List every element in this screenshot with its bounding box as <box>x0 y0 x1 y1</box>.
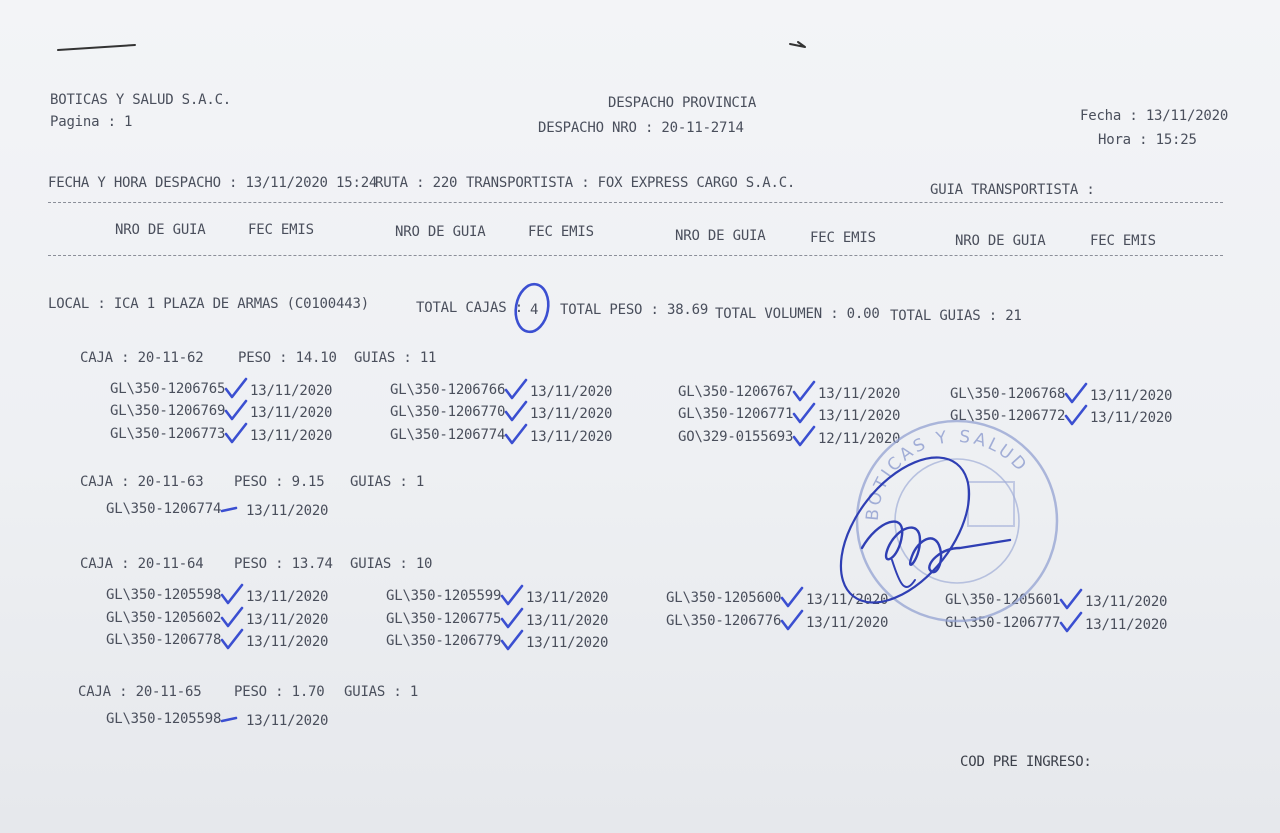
box-id: CAJA : 20-11-65 <box>78 684 202 700</box>
guide-number: GL\350-1205602 <box>106 610 222 626</box>
check-mark-icon <box>502 631 522 649</box>
guide-emission-date: 13/11/2020 <box>1090 388 1173 404</box>
guide-number: GL\350-1206766 <box>390 382 506 398</box>
guide-number: GL\350-1206767 <box>678 384 794 400</box>
total-weight: TOTAL PESO : 38.69 <box>560 302 709 318</box>
guide-emission-date: 13/11/2020 <box>246 713 329 729</box>
guide-number: GL\350-1206768 <box>950 386 1066 402</box>
col-header-date-1: FEC EMIS <box>248 222 314 238</box>
guide-emission-date: 12/11/2020 <box>818 431 901 447</box>
cod-pre-ingreso-label: COD PRE INGRESO: <box>960 754 1092 770</box>
col-header-date-3: FEC EMIS <box>810 230 876 246</box>
guide-number: GL\350-1206775 <box>386 611 502 627</box>
guide-number: GL\350-1206774 <box>390 427 506 443</box>
guide-emission-date: 13/11/2020 <box>530 384 613 400</box>
guide-emission-date: 13/11/2020 <box>1090 410 1173 426</box>
total-volume: TOTAL VOLUMEN : 0.00 <box>715 306 880 322</box>
box-weight: PESO : 9.15 <box>234 474 325 490</box>
guide-number: GL\350-1205598 <box>106 587 222 603</box>
guide-emission-date: 13/11/2020 <box>526 635 609 651</box>
guide-number: GL\350-1206779 <box>386 633 502 649</box>
total-boxes-value: 4 <box>530 302 539 318</box>
page-number: Pagina : 1 <box>50 114 133 130</box>
box-guide-count: GUIAS : 1 <box>350 474 425 490</box>
check-mark-icon <box>222 585 242 603</box>
total-boxes-label: TOTAL CAJAS : <box>416 300 523 316</box>
guide-emission-date: 13/11/2020 <box>246 503 329 519</box>
box-weight: PESO : 14.10 <box>238 350 337 366</box>
check-mark-icon <box>226 424 246 442</box>
guide-emission-date: 13/11/2020 <box>246 634 329 650</box>
check-mark-icon <box>222 718 236 721</box>
guide-emission-date: 13/11/2020 <box>806 615 889 631</box>
check-mark-icon <box>502 609 522 627</box>
guide-number: GL\350-1206773 <box>110 426 226 442</box>
guide-emission-date: 13/11/2020 <box>250 428 333 444</box>
check-mark-icon <box>222 608 242 626</box>
header-date: Fecha : 13/11/2020 <box>1080 108 1229 124</box>
guide-number: GL\350-1206778 <box>106 632 222 648</box>
guide-emission-date: 13/11/2020 <box>530 429 613 445</box>
check-mark-icon <box>794 427 814 445</box>
guide-emission-date: 13/11/2020 <box>1085 617 1168 633</box>
check-mark-icon <box>226 401 246 419</box>
guide-number: GL\350-1205598 <box>106 711 222 727</box>
guide-number: GL\350-1206765 <box>110 381 226 397</box>
check-mark-icon <box>222 508 236 511</box>
check-mark-icon <box>782 611 802 629</box>
dispatch-route: RUTA : 220 <box>375 175 458 191</box>
col-header-date-2: FEC EMIS <box>528 224 594 240</box>
col-header-date-4: FEC EMIS <box>1090 233 1156 249</box>
check-mark-icon <box>782 588 802 606</box>
local-name: LOCAL : ICA 1 PLAZA DE ARMAS (C0100443) <box>48 296 369 312</box>
guide-emission-date: 13/11/2020 <box>818 386 901 402</box>
stamp-text: BOTICAS Y SALUD <box>862 426 1032 522</box>
check-mark-icon <box>794 382 814 400</box>
check-mark-icon <box>506 380 526 398</box>
box-weight: PESO : 13.74 <box>234 556 333 572</box>
check-mark-icon <box>1066 406 1086 424</box>
guide-emission-date: 13/11/2020 <box>818 408 901 424</box>
guide-number: GL\350-1205599 <box>386 588 502 604</box>
guide-emission-date: 13/11/2020 <box>1085 594 1168 610</box>
check-mark-icon <box>502 586 522 604</box>
guide-number: GL\350-1206774 <box>106 501 222 517</box>
check-mark-icon <box>506 425 526 443</box>
col-header-guide-2: NRO DE GUIA <box>395 224 486 240</box>
guide-emission-date: 13/11/2020 <box>526 590 609 606</box>
box-guide-count: GUIAS : 10 <box>350 556 433 572</box>
guide-number: GL\350-1206771 <box>678 406 794 422</box>
check-mark-icon <box>1066 384 1086 402</box>
guide-number: GL\350-1205601 <box>945 592 1061 608</box>
dispatch-datetime: FECHA Y HORA DESPACHO : 13/11/2020 15:24 <box>48 175 378 191</box>
check-mark-icon <box>794 404 814 422</box>
guide-number: GL\350-1206770 <box>390 404 506 420</box>
box-guide-count: GUIAS : 1 <box>344 684 419 700</box>
dispatch-number: DESPACHO NRO : 20-11-2714 <box>538 120 744 136</box>
check-mark-icon <box>506 402 526 420</box>
guide-emission-date: 13/11/2020 <box>526 613 609 629</box>
box-weight: PESO : 1.70 <box>234 684 325 700</box>
guide-emission-date: 13/11/2020 <box>530 406 613 422</box>
guide-emission-date: 13/11/2020 <box>250 383 333 399</box>
guide-number: GO\329-0155693 <box>678 429 794 445</box>
col-header-guide-3: NRO DE GUIA <box>675 228 766 244</box>
guide-emission-date: 13/11/2020 <box>806 592 889 608</box>
guide-number: GL\350-1206769 <box>110 403 226 419</box>
check-mark-icon <box>1061 613 1081 631</box>
company-name: BOTICAS Y SALUD S.A.C. <box>50 92 232 108</box>
check-mark-icon <box>1061 590 1081 608</box>
guide-number: GL\350-1206772 <box>950 408 1066 424</box>
col-header-guide-1: NRO DE GUIA <box>115 222 206 238</box>
guide-emission-date: 13/11/2020 <box>246 612 329 628</box>
box-id: CAJA : 20-11-63 <box>80 474 204 490</box>
check-mark-icon <box>222 630 242 648</box>
guide-emission-date: 13/11/2020 <box>250 405 333 421</box>
total-guides: TOTAL GUIAS : 21 <box>890 308 1022 324</box>
check-mark-icon <box>226 379 246 397</box>
carrier-guide-label: GUIA TRANSPORTISTA : <box>930 182 1095 198</box>
header-time: Hora : 15:25 <box>1098 132 1197 148</box>
guide-number: GL\350-1205600 <box>666 590 782 606</box>
guide-emission-date: 13/11/2020 <box>246 589 329 605</box>
box-guide-count: GUIAS : 11 <box>354 350 437 366</box>
dispatch-carrier: TRANSPORTISTA : FOX EXPRESS CARGO S.A.C. <box>466 175 796 191</box>
guide-number: GL\350-1206777 <box>945 615 1061 631</box>
document-title: DESPACHO PROVINCIA <box>608 95 757 111</box>
guide-number: GL\350-1206776 <box>666 613 782 629</box>
col-header-guide-4: NRO DE GUIA <box>955 233 1046 249</box>
box-id: CAJA : 20-11-62 <box>80 350 204 366</box>
box-id: CAJA : 20-11-64 <box>80 556 204 572</box>
